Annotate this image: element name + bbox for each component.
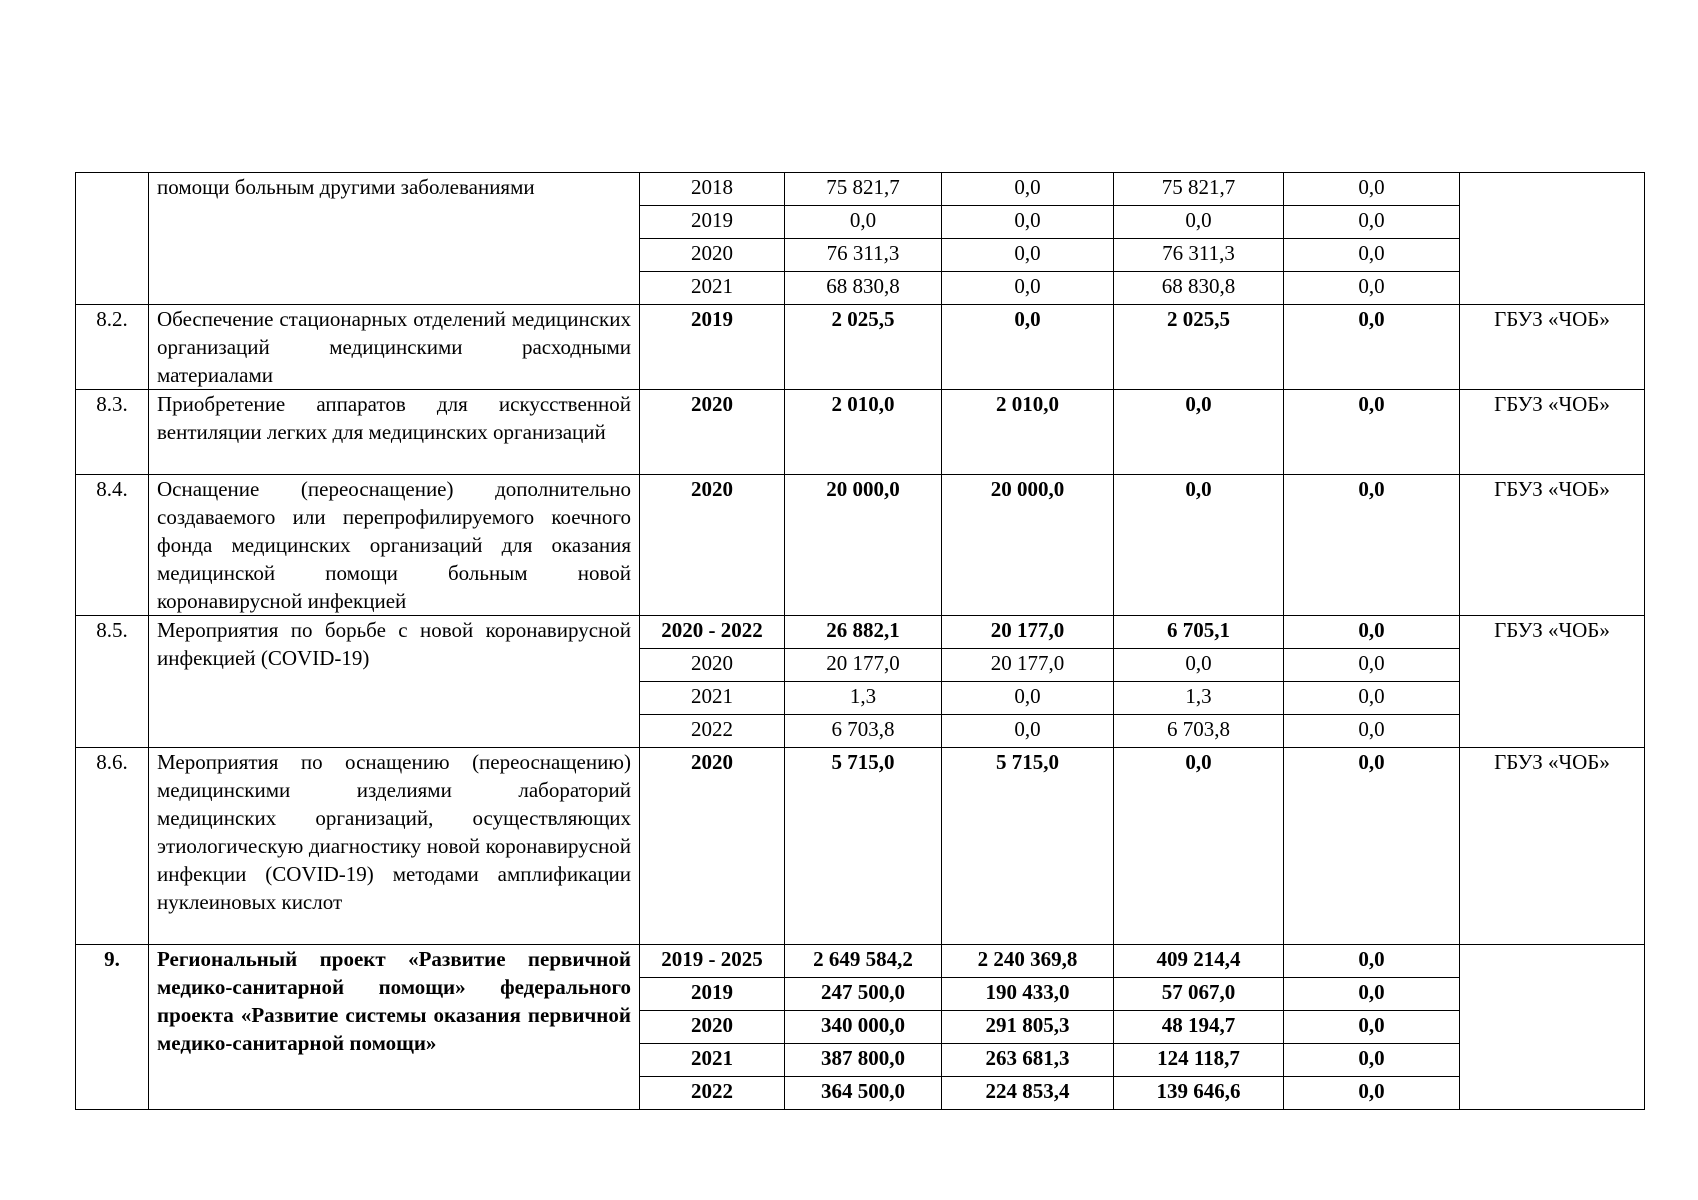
regional-cell: 57 067,0: [1114, 978, 1284, 1011]
total-cell: 2 010,0: [785, 390, 942, 475]
year-cell: 2020: [640, 748, 785, 945]
executor-cell: [1460, 173, 1645, 305]
federal-cell: 0,0: [942, 715, 1114, 748]
year-cell: 2020 - 2022: [640, 616, 785, 649]
federal-cell: 5 715,0: [942, 748, 1114, 945]
item-number: 9.: [76, 945, 149, 1110]
total-cell: 247 500,0: [785, 978, 942, 1011]
year-cell: 2020: [640, 239, 785, 272]
regional-cell: 48 194,7: [1114, 1011, 1284, 1044]
table-row: [76, 390, 1645, 475]
table-row: [76, 305, 1645, 390]
total-cell: 364 500,0: [785, 1077, 942, 1110]
item-number: 8.5.: [76, 616, 149, 748]
other-cell: 0,0: [1284, 978, 1460, 1011]
year-cell: 2022: [640, 715, 785, 748]
table-row: [76, 748, 1645, 945]
federal-cell: 2 240 369,8: [942, 945, 1114, 978]
executor-cell: ГБУЗ «ЧОБ»: [1460, 305, 1645, 390]
budget-table: [75, 172, 1645, 1110]
other-cell: 0,0: [1284, 239, 1460, 272]
regional-cell: 0,0: [1114, 390, 1284, 475]
item-description: Мероприятия по борьбе с новой коронавирусной инфекцией (COVID-19): [149, 616, 640, 748]
year-cell: 2020: [640, 475, 785, 616]
other-cell: 0,0: [1284, 649, 1460, 682]
regional-cell: 0,0: [1114, 649, 1284, 682]
other-cell: 0,0: [1284, 715, 1460, 748]
federal-cell: 0,0: [942, 272, 1114, 305]
total-cell: 340 000,0: [785, 1011, 942, 1044]
federal-cell: 0,0: [942, 173, 1114, 206]
year-cell: 2019: [640, 305, 785, 390]
year-cell: 2021: [640, 1044, 785, 1077]
federal-cell: 224 853,4: [942, 1077, 1114, 1110]
federal-cell: 263 681,3: [942, 1044, 1114, 1077]
regional-cell: 0,0: [1114, 475, 1284, 616]
total-cell: 76 311,3: [785, 239, 942, 272]
federal-cell: 0,0: [942, 305, 1114, 390]
regional-cell: 0,0: [1114, 206, 1284, 239]
total-cell: 5 715,0: [785, 748, 942, 945]
year-cell: 2020: [640, 1011, 785, 1044]
item-description: Мероприятия по оснащению (переоснащению) медицинскими изделиями лабораторий медицинских организаций, осуществляющих этиологическую диагностику новой коронавирусной инфекции (COVID-19) методами амплификации нуклеиновых кислот: [149, 748, 640, 945]
item-number: 8.3.: [76, 390, 149, 475]
regional-cell: 124 118,7: [1114, 1044, 1284, 1077]
other-cell: 0,0: [1284, 206, 1460, 239]
regional-cell: 68 830,8: [1114, 272, 1284, 305]
federal-cell: 2 010,0: [942, 390, 1114, 475]
total-cell: 75 821,7: [785, 173, 942, 206]
item-number: [76, 173, 149, 305]
other-cell: 0,0: [1284, 616, 1460, 649]
year-cell: 2019 - 2025: [640, 945, 785, 978]
other-cell: 0,0: [1284, 475, 1460, 616]
other-cell: 0,0: [1284, 173, 1460, 206]
year-cell: 2018: [640, 173, 785, 206]
regional-cell: 6 705,1: [1114, 616, 1284, 649]
table-row: [76, 173, 1645, 206]
other-cell: 0,0: [1284, 390, 1460, 475]
year-cell: 2019: [640, 978, 785, 1011]
federal-cell: 190 433,0: [942, 978, 1114, 1011]
regional-cell: 2 025,5: [1114, 305, 1284, 390]
item-number: 8.2.: [76, 305, 149, 390]
total-cell: 2 649 584,2: [785, 945, 942, 978]
federal-cell: 20 000,0: [942, 475, 1114, 616]
item-description: Оснащение (переоснащение) дополнительно создаваемого или перепрофилируемого коечного фонда медицинских организаций для оказания медицинской помощи больным новой коронавирусной инфекцией: [149, 475, 640, 616]
other-cell: 0,0: [1284, 1044, 1460, 1077]
executor-cell: ГБУЗ «ЧОБ»: [1460, 475, 1645, 616]
total-cell: 1,3: [785, 682, 942, 715]
total-cell: 20 000,0: [785, 475, 942, 616]
item-description: Региональный проект «Развитие первичной медико-санитарной помощи» федерального проекта «Развитие системы оказания первичной медико-санитарной помощи»: [149, 945, 640, 1110]
regional-cell: 0,0: [1114, 748, 1284, 945]
year-cell: 2021: [640, 682, 785, 715]
total-cell: 387 800,0: [785, 1044, 942, 1077]
item-description: Приобретение аппаратов для искусственной вентиляции легких для медицинских организаций: [149, 390, 640, 475]
total-cell: 0,0: [785, 206, 942, 239]
federal-cell: 0,0: [942, 206, 1114, 239]
total-cell: 26 882,1: [785, 616, 942, 649]
executor-cell: ГБУЗ «ЧОБ»: [1460, 616, 1645, 748]
other-cell: 0,0: [1284, 945, 1460, 978]
other-cell: 0,0: [1284, 682, 1460, 715]
table-row: [76, 475, 1645, 616]
regional-cell: 6 703,8: [1114, 715, 1284, 748]
federal-cell: 0,0: [942, 682, 1114, 715]
other-cell: 0,0: [1284, 305, 1460, 390]
other-cell: 0,0: [1284, 1077, 1460, 1110]
federal-cell: 20 177,0: [942, 616, 1114, 649]
regional-cell: 75 821,7: [1114, 173, 1284, 206]
table-row: [76, 616, 1645, 649]
table-row: [76, 945, 1645, 978]
year-cell: 2019: [640, 206, 785, 239]
regional-cell: 409 214,4: [1114, 945, 1284, 978]
total-cell: 6 703,8: [785, 715, 942, 748]
year-cell: 2022: [640, 1077, 785, 1110]
total-cell: 20 177,0: [785, 649, 942, 682]
federal-cell: 20 177,0: [942, 649, 1114, 682]
item-number: 8.6.: [76, 748, 149, 945]
item-description: Обеспечение стационарных отделений медицинских организаций медицинскими расходными материалами: [149, 305, 640, 390]
year-cell: 2020: [640, 390, 785, 475]
regional-cell: 76 311,3: [1114, 239, 1284, 272]
other-cell: 0,0: [1284, 748, 1460, 945]
year-cell: 2020: [640, 649, 785, 682]
executor-cell: ГБУЗ «ЧОБ»: [1460, 748, 1645, 945]
year-cell: 2021: [640, 272, 785, 305]
total-cell: 68 830,8: [785, 272, 942, 305]
federal-cell: 0,0: [942, 239, 1114, 272]
regional-cell: 139 646,6: [1114, 1077, 1284, 1110]
regional-cell: 1,3: [1114, 682, 1284, 715]
item-number: 8.4.: [76, 475, 149, 616]
other-cell: 0,0: [1284, 272, 1460, 305]
item-description: помощи больным другими заболеваниями: [149, 173, 640, 305]
total-cell: 2 025,5: [785, 305, 942, 390]
executor-cell: [1460, 945, 1645, 1110]
other-cell: 0,0: [1284, 1011, 1460, 1044]
executor-cell: ГБУЗ «ЧОБ»: [1460, 390, 1645, 475]
federal-cell: 291 805,3: [942, 1011, 1114, 1044]
